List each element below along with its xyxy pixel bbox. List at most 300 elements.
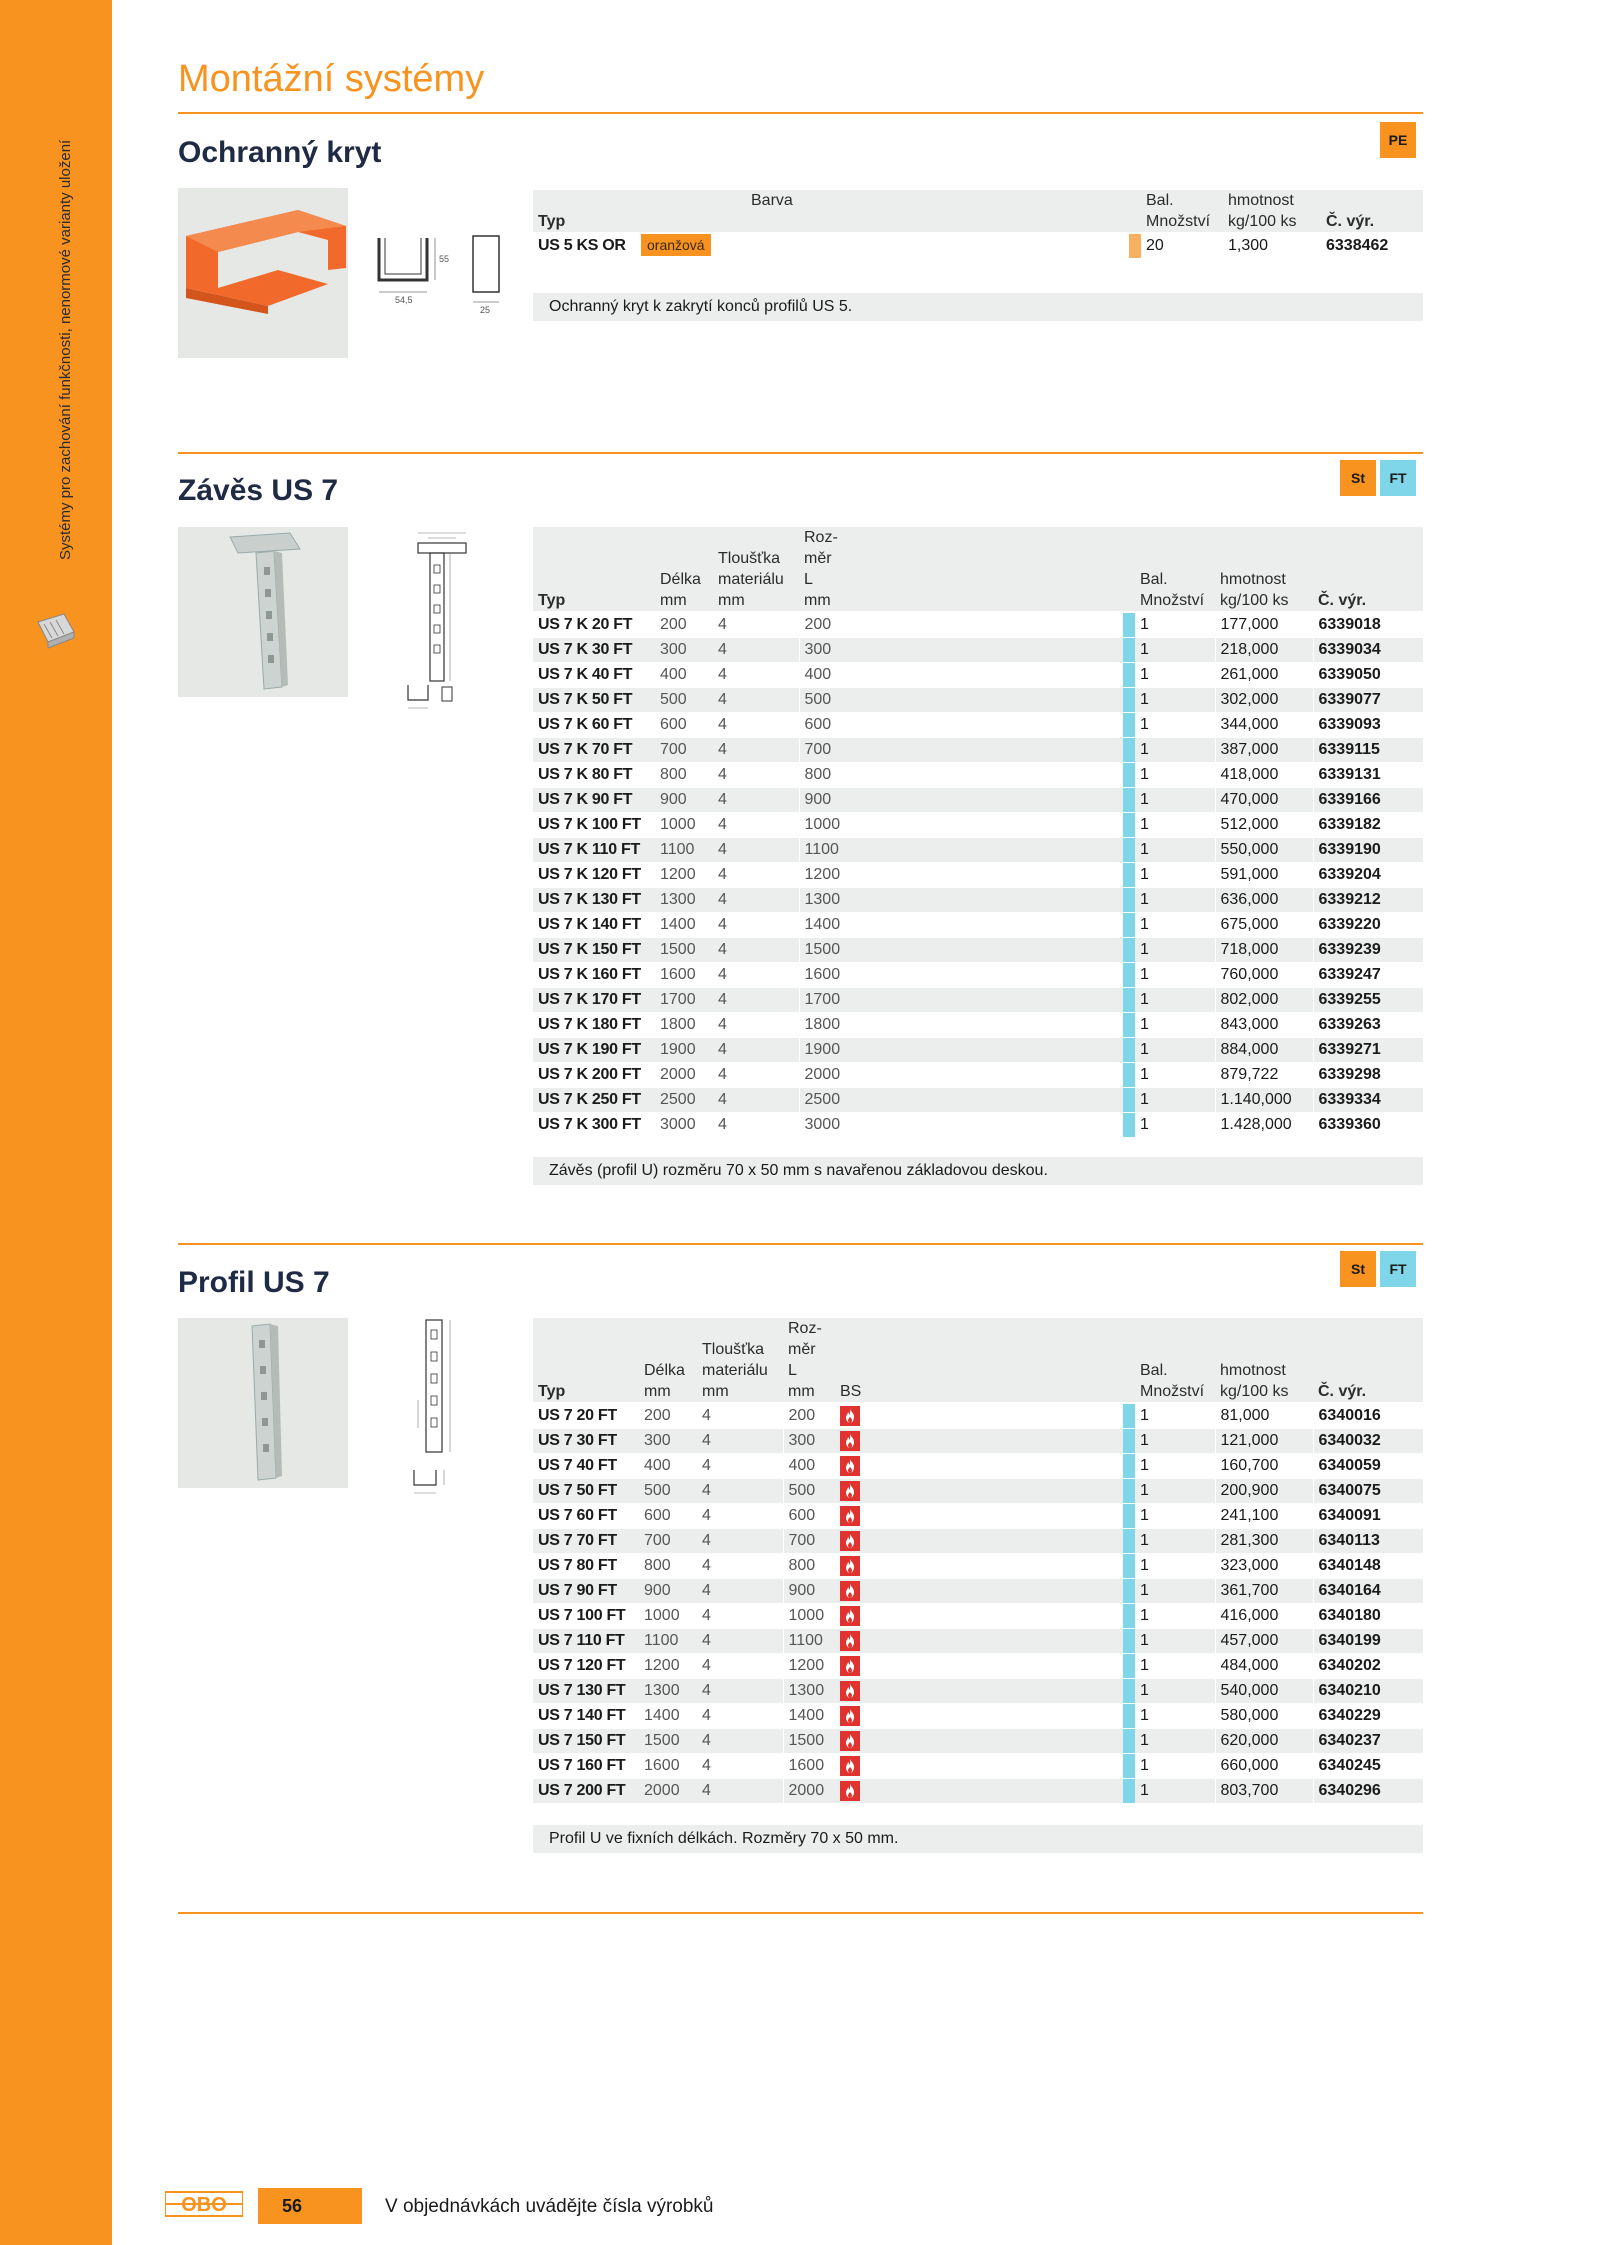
- row-color-bar: [1123, 1629, 1135, 1653]
- fire-icon: [840, 1556, 860, 1576]
- row-color-bar: [1123, 1013, 1135, 1037]
- table-row: [533, 1479, 1423, 1504]
- row-color-bar-cell: [1123, 813, 1135, 838]
- cell-delka: 800: [639, 1554, 697, 1579]
- row-color-bar: [1123, 1554, 1135, 1578]
- finish-badge-ft: FT: [1380, 460, 1416, 496]
- cell-typ: US 7 K 20 FT: [533, 612, 655, 638]
- cell-tloustka: 4: [713, 1113, 799, 1138]
- header-kg: kg/100 ks: [1215, 1381, 1313, 1403]
- title-rule: [178, 112, 1423, 114]
- table-row: [533, 838, 1423, 863]
- table-row: [533, 1679, 1423, 1704]
- cell-typ: US 7 120 FT: [533, 1654, 639, 1679]
- cell-typ: US 7 K 160 FT: [533, 963, 655, 988]
- cell-delka: 1300: [639, 1679, 697, 1704]
- row-color-bar: [1123, 1454, 1135, 1478]
- cell-delka: 2000: [655, 1063, 713, 1088]
- cell-bal: 1: [1135, 1504, 1215, 1529]
- cell-bs: [835, 1729, 1123, 1754]
- cell-rozmer: 900: [783, 1579, 835, 1604]
- cell-rozmer: 1400: [783, 1704, 835, 1729]
- table-row: [533, 663, 1423, 688]
- cell-delka: 1600: [639, 1754, 697, 1779]
- cell-bs: [835, 1454, 1123, 1479]
- cell-delka: 400: [639, 1454, 697, 1479]
- row-color-bar: [1123, 1754, 1135, 1778]
- header-typ: Typ: [533, 211, 641, 233]
- cell-cislo-vyrobku: 6340016: [1313, 1403, 1423, 1429]
- cell-cislo-vyrobku: 6339131: [1313, 763, 1423, 788]
- table-row: [533, 888, 1423, 913]
- cell-delka: 1100: [639, 1629, 697, 1654]
- cell-typ: US 7 K 180 FT: [533, 1013, 655, 1038]
- cell-tloustka: 4: [713, 1088, 799, 1113]
- cell-delka: 300: [639, 1429, 697, 1454]
- cell-bal: 1: [1135, 1479, 1215, 1504]
- row-color-bar: [1123, 788, 1135, 812]
- cell-rozmer: 200: [783, 1403, 835, 1429]
- row-color-bar-cell: [1123, 663, 1135, 688]
- cell-cislo-vyrobku: 6340210: [1313, 1679, 1423, 1704]
- row-color-bar: [1123, 1404, 1135, 1428]
- row-color-bar: [1123, 813, 1135, 837]
- cell-tloustka: 4: [697, 1754, 783, 1779]
- header-bs: BS: [835, 1381, 1123, 1403]
- cell-bal: 1: [1135, 738, 1215, 763]
- cell-bs: [835, 1479, 1123, 1504]
- cell-cislo-vyrobku: 6339334: [1313, 1088, 1423, 1113]
- table-row: [533, 763, 1423, 788]
- cell-cislo-vyrobku: 6340245: [1313, 1754, 1423, 1779]
- cell-delka: 1500: [639, 1729, 697, 1754]
- table-row: [533, 863, 1423, 888]
- technical-drawing-ochranny-kryt: [375, 228, 507, 318]
- cell-cislo-vyrobku: 6339190: [1313, 838, 1423, 863]
- header-delka-2: mm: [639, 1381, 697, 1403]
- cell-bal: 1: [1135, 1529, 1215, 1554]
- cell-delka: 1100: [655, 838, 713, 863]
- cell-delka: 3000: [655, 1113, 713, 1138]
- cell-bs: [835, 1579, 1123, 1604]
- cell-typ: US 5 KS OR: [533, 233, 641, 259]
- fire-icon: [840, 1706, 860, 1726]
- cell-delka: 1000: [655, 813, 713, 838]
- header-mnozstvi: Množství: [1135, 1381, 1215, 1403]
- table-row: [533, 1454, 1423, 1479]
- table-row: [533, 913, 1423, 938]
- product-photo-zaves-us7: [178, 527, 348, 697]
- cell-cislo-vyrobku: 6339220: [1313, 913, 1423, 938]
- row-color-bar-cell: [1123, 1554, 1135, 1579]
- header-hmotnost: hmotnost: [1215, 1360, 1313, 1381]
- row-color-bar: [1123, 1729, 1135, 1753]
- row-color-bar-cell: [1123, 1454, 1135, 1479]
- cell-bal: 1: [1135, 638, 1215, 663]
- table-row: [533, 1579, 1423, 1604]
- table-row: [533, 1729, 1423, 1754]
- row-color-bar: [1123, 1038, 1135, 1062]
- cell-tloustka: 4: [697, 1604, 783, 1629]
- table-row: [533, 1604, 1423, 1629]
- table-row: [533, 1113, 1423, 1138]
- cell-cislo-vyrobku: 6338462: [1321, 233, 1423, 259]
- cell-delka: 900: [655, 788, 713, 813]
- cell-hmotnost: 550,000: [1215, 838, 1313, 863]
- cell-hmotnost: 884,000: [1215, 1038, 1313, 1063]
- table-row: [533, 1779, 1423, 1804]
- cell-rozmer: 400: [783, 1454, 835, 1479]
- cell-rozmer: 1400: [799, 913, 1123, 938]
- cell-typ: US 7 K 130 FT: [533, 888, 655, 913]
- row-color-bar: [1123, 1529, 1135, 1553]
- cell-delka: 300: [655, 638, 713, 663]
- cell-tloustka: 4: [697, 1554, 783, 1579]
- cell-typ: US 7 100 FT: [533, 1604, 639, 1629]
- cell-typ: US 7 K 250 FT: [533, 1088, 655, 1113]
- table-row: [533, 988, 1423, 1013]
- cell-rozmer: 1800: [799, 1013, 1123, 1038]
- header-delka-2: mm: [655, 590, 713, 612]
- cell-bs: [835, 1529, 1123, 1554]
- cell-cislo-vyrobku: 6339166: [1313, 788, 1423, 813]
- cell-hmotnost: 241,100: [1215, 1504, 1313, 1529]
- cell-hmotnost: 718,000: [1215, 938, 1313, 963]
- cell-cislo-vyrobku: 6340091: [1313, 1504, 1423, 1529]
- cell-hmotnost: 302,000: [1215, 688, 1313, 713]
- cell-hmotnost: 261,000: [1215, 663, 1313, 688]
- cell-rozmer: 1000: [799, 813, 1123, 838]
- cell-rozmer: 2500: [799, 1088, 1123, 1113]
- cell-hmotnost: 843,000: [1215, 1013, 1313, 1038]
- cell-delka: 600: [655, 713, 713, 738]
- cell-hmotnost: 580,000: [1215, 1704, 1313, 1729]
- cell-rozmer: 1200: [799, 863, 1123, 888]
- row-color-bar: [1123, 1704, 1135, 1728]
- table-row: [533, 638, 1423, 663]
- product-table-profil-us7: [533, 1318, 1423, 1804]
- cell-tloustka: 4: [697, 1504, 783, 1529]
- cell-cislo-vyrobku: 6340032: [1313, 1429, 1423, 1454]
- fire-icon: [840, 1456, 860, 1476]
- cell-typ: US 7 K 110 FT: [533, 838, 655, 863]
- cell-tloustka: 4: [713, 988, 799, 1013]
- cell-cislo-vyrobku: 6340180: [1313, 1604, 1423, 1629]
- cell-bs: [835, 1654, 1123, 1679]
- row-color-bar-cell: [1123, 638, 1135, 663]
- cell-bal: 1: [1135, 1454, 1215, 1479]
- cell-cislo-vyrobku: 6339182: [1313, 813, 1423, 838]
- row-color-bar-cell: [1123, 1754, 1135, 1779]
- cell-typ: US 7 K 90 FT: [533, 788, 655, 813]
- cell-bal: 1: [1135, 1629, 1215, 1654]
- product-table-zaves-us7: [533, 527, 1423, 1138]
- row-color-bar: [1123, 1113, 1135, 1137]
- cell-typ: US 7 30 FT: [533, 1429, 639, 1454]
- cell-typ: US 7 110 FT: [533, 1629, 639, 1654]
- row-color-bar-cell: [1123, 1704, 1135, 1729]
- cell-typ: US 7 60 FT: [533, 1504, 639, 1529]
- row-color-bar-cell: [1123, 1529, 1135, 1554]
- cell-typ: US 7 K 200 FT: [533, 1063, 655, 1088]
- cell-delka: 1600: [655, 963, 713, 988]
- cell-bal: 1: [1135, 788, 1215, 813]
- row-color-bar: [1123, 1604, 1135, 1628]
- cell-tloustka: 4: [697, 1779, 783, 1804]
- row-color-bar-cell: [1123, 763, 1135, 788]
- cable-tray-icon: [34, 608, 78, 652]
- header-bal: Bal.: [1135, 1360, 1215, 1381]
- fire-icon: [840, 1731, 860, 1751]
- row-color-bar: [1123, 713, 1135, 737]
- cell-hmotnost: 636,000: [1215, 888, 1313, 913]
- cell-hmotnost: 81,000: [1215, 1403, 1313, 1429]
- row-color-bar: [1123, 1654, 1135, 1678]
- product-photo-profil-us7: [178, 1318, 348, 1488]
- cell-typ: US 7 130 FT: [533, 1679, 639, 1704]
- cell-tloustka: 4: [697, 1479, 783, 1504]
- cell-delka: 500: [655, 688, 713, 713]
- cell-typ: US 7 K 50 FT: [533, 688, 655, 713]
- cell-tloustka: 4: [713, 788, 799, 813]
- cell-delka: 1900: [655, 1038, 713, 1063]
- row-color-bar: [1123, 763, 1135, 787]
- material-badge-pe: PE: [1380, 122, 1416, 158]
- color-swatch-label: oranžová: [641, 234, 711, 256]
- cell-delka: 1500: [655, 938, 713, 963]
- cell-rozmer: 300: [799, 638, 1123, 663]
- row-color-bar: [1129, 234, 1141, 258]
- cell-cislo-vyrobku: 6339115: [1313, 738, 1423, 763]
- header-typ: Typ: [533, 590, 655, 612]
- cell-bal: 1: [1135, 1654, 1215, 1679]
- table-row: [533, 1088, 1423, 1113]
- cell-bal: 1: [1135, 612, 1215, 638]
- cell-hmotnost: 1.140,000: [1215, 1088, 1313, 1113]
- table-row: [533, 1629, 1423, 1654]
- cell-tloustka: 4: [713, 738, 799, 763]
- fire-icon: [840, 1781, 860, 1801]
- table-row: [533, 788, 1423, 813]
- cell-tloustka: 4: [713, 1038, 799, 1063]
- cell-rozmer: 500: [783, 1479, 835, 1504]
- row-color-bar: [1123, 688, 1135, 712]
- cell-bal: 1: [1135, 1038, 1215, 1063]
- cell-delka: 800: [655, 763, 713, 788]
- cell-hmotnost: 344,000: [1215, 713, 1313, 738]
- technical-drawing-zaves-us7: [398, 525, 478, 715]
- cell-hmotnost: 591,000: [1215, 863, 1313, 888]
- header-mnozstvi: Množství: [1135, 590, 1215, 612]
- footer-text: V objednávkách uvádějte čísla výrobků: [385, 2196, 714, 2217]
- cell-cislo-vyrobku: 6339263: [1313, 1013, 1423, 1038]
- row-color-bar-cell: [1123, 1403, 1135, 1429]
- row-color-bar-cell: [1123, 1504, 1135, 1529]
- header-rozmer-3: L: [783, 1360, 835, 1381]
- cell-bs: [835, 1429, 1123, 1454]
- cell-cislo-vyrobku: 6339093: [1313, 713, 1423, 738]
- header-bal: Bal.: [1135, 569, 1215, 590]
- cell-bs: [835, 1754, 1123, 1779]
- cell-bal: 1: [1135, 888, 1215, 913]
- table-row: [533, 1529, 1423, 1554]
- cell-rozmer: 1900: [799, 1038, 1123, 1063]
- table-row: [533, 1504, 1423, 1529]
- cell-rozmer: 2000: [783, 1779, 835, 1804]
- row-color-bar: [1123, 963, 1135, 987]
- fire-icon: [840, 1481, 860, 1501]
- row-color-bar-cell: [1123, 1088, 1135, 1113]
- header-tloustka-3: mm: [713, 590, 799, 612]
- cell-hmotnost: 416,000: [1215, 1604, 1313, 1629]
- fire-icon: [840, 1631, 860, 1651]
- header-rozmer-1: Roz-: [799, 527, 1123, 548]
- cell-bal: 1: [1135, 863, 1215, 888]
- cell-cislo-vyrobku: 6340059: [1313, 1454, 1423, 1479]
- cell-typ: US 7 K 150 FT: [533, 938, 655, 963]
- cell-delka: 1000: [639, 1604, 697, 1629]
- cell-typ: US 7 200 FT: [533, 1779, 639, 1804]
- cell-tloustka: 4: [713, 813, 799, 838]
- cell-rozmer: 1600: [783, 1754, 835, 1779]
- cell-bal: 1: [1135, 963, 1215, 988]
- cell-tloustka: 4: [697, 1629, 783, 1654]
- header-barva: Barva: [641, 190, 1129, 211]
- row-color-bar-cell: [1123, 888, 1135, 913]
- cell-cislo-vyrobku: 6340296: [1313, 1779, 1423, 1804]
- cell-hmotnost: 323,000: [1215, 1554, 1313, 1579]
- header-cislo-vyrobku: Č. výr.: [1321, 211, 1423, 233]
- cell-delka: 1400: [639, 1704, 697, 1729]
- header-bal: Bal.: [1141, 190, 1223, 211]
- cell-bs: [835, 1704, 1123, 1729]
- header-cislo-vyrobku: Č. výr.: [1313, 590, 1423, 612]
- table-row: [533, 1429, 1423, 1454]
- cell-tloustka: 4: [713, 913, 799, 938]
- cell-typ: US 7 K 100 FT: [533, 813, 655, 838]
- cell-cislo-vyrobku: 6339271: [1313, 1038, 1423, 1063]
- cell-typ: US 7 K 60 FT: [533, 713, 655, 738]
- obo-logo: [165, 2190, 243, 2218]
- cell-delka: 700: [655, 738, 713, 763]
- cell-rozmer: 600: [783, 1504, 835, 1529]
- cell-rozmer: 700: [799, 738, 1123, 763]
- cell-tloustka: 4: [697, 1429, 783, 1454]
- cell-rozmer: 300: [783, 1429, 835, 1454]
- row-color-bar: [1123, 738, 1135, 762]
- cell-bal: 1: [1135, 1704, 1215, 1729]
- header-typ: Typ: [533, 1381, 639, 1403]
- cell-bal: 1: [1135, 1063, 1215, 1088]
- table-row: [533, 938, 1423, 963]
- cell-rozmer: 700: [783, 1529, 835, 1554]
- cell-cislo-vyrobku: 6339255: [1313, 988, 1423, 1013]
- row-color-bar-cell: [1123, 913, 1135, 938]
- section-title-ochranny-kryt: Ochranný kryt: [178, 136, 382, 169]
- cell-tloustka: 4: [713, 863, 799, 888]
- cell-typ: US 7 K 190 FT: [533, 1038, 655, 1063]
- row-color-bar-cell: [1123, 1579, 1135, 1604]
- material-badge-st: St: [1340, 1251, 1376, 1287]
- cell-cislo-vyrobku: 6340148: [1313, 1554, 1423, 1579]
- cell-typ: US 7 K 300 FT: [533, 1113, 655, 1138]
- cell-bal: 1: [1135, 1729, 1215, 1754]
- header-delka-1: Délka: [639, 1360, 697, 1381]
- cell-hmotnost: 418,000: [1215, 763, 1313, 788]
- cell-delka: 700: [639, 1529, 697, 1554]
- cell-tloustka: 4: [697, 1579, 783, 1604]
- cell-cislo-vyrobku: 6340237: [1313, 1729, 1423, 1754]
- cell-bal: 1: [1135, 838, 1215, 863]
- cell-typ: US 7 K 170 FT: [533, 988, 655, 1013]
- row-color-bar: [1123, 838, 1135, 862]
- cell-cislo-vyrobku: 6340202: [1313, 1654, 1423, 1679]
- fire-icon: [840, 1406, 860, 1426]
- dim-width-label: 54,5: [395, 295, 413, 305]
- cell-rozmer: 1300: [783, 1679, 835, 1704]
- header-tloustka-3: mm: [697, 1381, 783, 1403]
- cell-hmotnost: 361,700: [1215, 1579, 1313, 1604]
- cell-bal: 1: [1135, 1429, 1215, 1454]
- cell-bal: 1: [1135, 688, 1215, 713]
- cell-cislo-vyrobku: 6339360: [1313, 1113, 1423, 1138]
- cell-delka: 2000: [639, 1779, 697, 1804]
- cell-bal: 1: [1135, 1779, 1215, 1804]
- cell-hmotnost: 484,000: [1215, 1654, 1313, 1679]
- material-badge-st: St: [1340, 460, 1376, 496]
- row-color-bar-cell: [1123, 863, 1135, 888]
- header-delka-1: Délka: [655, 569, 713, 590]
- cell-rozmer: 200: [799, 612, 1123, 638]
- table-row: [533, 688, 1423, 713]
- row-color-bar-cell: [1123, 1038, 1135, 1063]
- cell-tloustka: 4: [697, 1704, 783, 1729]
- cell-bal: 1: [1135, 763, 1215, 788]
- cell-bal: 1: [1135, 1113, 1215, 1138]
- cell-hmotnost: 457,000: [1215, 1629, 1313, 1654]
- table-row: [533, 233, 1423, 259]
- cell-typ: US 7 150 FT: [533, 1729, 639, 1754]
- cell-hmotnost: 281,300: [1215, 1529, 1313, 1554]
- cell-bs: [835, 1629, 1123, 1654]
- table-row: [533, 1754, 1423, 1779]
- header-rozmer-1: Roz-: [783, 1318, 835, 1339]
- section-rule: [178, 1912, 1423, 1914]
- header-rozmer-4: mm: [783, 1381, 835, 1403]
- row-color-bar-cell: [1123, 1679, 1135, 1704]
- cell-tloustka: 4: [697, 1403, 783, 1429]
- cell-cislo-vyrobku: 6340113: [1313, 1529, 1423, 1554]
- cell-hmotnost: 620,000: [1215, 1729, 1313, 1754]
- cell-cislo-vyrobku: 6339212: [1313, 888, 1423, 913]
- profile-image: [178, 1318, 348, 1488]
- cell-bal: 1: [1135, 938, 1215, 963]
- cell-cislo-vyrobku: 6339298: [1313, 1063, 1423, 1088]
- table-row: [533, 738, 1423, 763]
- cell-bal: 1: [1135, 663, 1215, 688]
- side-bar: [0, 0, 112, 2245]
- cell-hmotnost: 387,000: [1215, 738, 1313, 763]
- cell-rozmer: 900: [799, 788, 1123, 813]
- header-tloustka-2: materiálu: [697, 1360, 783, 1381]
- row-color-bar: [1123, 863, 1135, 887]
- row-color-bar-cell: [1123, 1729, 1135, 1754]
- cell-bal: 1: [1135, 1579, 1215, 1604]
- cell-rozmer: 1000: [783, 1604, 835, 1629]
- cell-cislo-vyrobku: 6339247: [1313, 963, 1423, 988]
- fire-icon: [840, 1581, 860, 1601]
- cell-tloustka: 4: [697, 1729, 783, 1754]
